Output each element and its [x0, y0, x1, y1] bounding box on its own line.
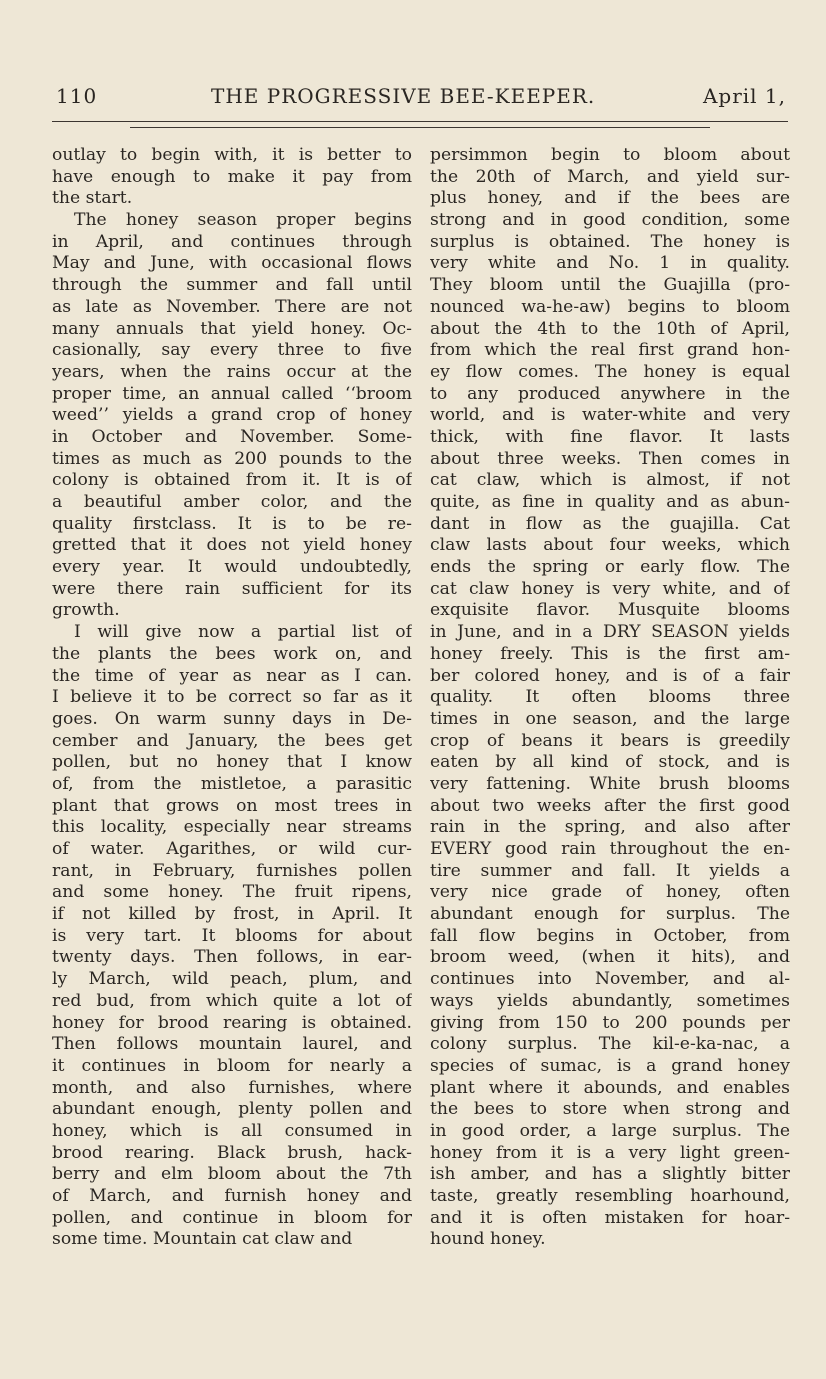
left-text-column	[52, 145, 412, 1251]
text-line: exquisite flavor. Musquite blooms	[430, 600, 790, 621]
text-line: times in one season, and the large	[430, 708, 790, 729]
text-line: is very tart. It blooms for about	[52, 925, 412, 946]
text-line: broom weed, (when it hits), and	[430, 947, 790, 968]
text-line: years, when the rains occur at the	[52, 361, 412, 382]
text-line: of March, and furnish honey and	[52, 1186, 412, 1206]
header-rule-top	[52, 121, 788, 122]
text-line: of, from the mistletoe, a parasitic	[52, 773, 412, 794]
text-line: a beautiful amber color, and the	[52, 492, 412, 512]
text-line: month, and also furnishes, where	[52, 1077, 412, 1098]
text-line: continues into November, and al-	[430, 969, 790, 990]
text-line: weed’’ yields a grand crop of honey	[52, 405, 412, 426]
text-line: plant where it abounds, and enables	[430, 1077, 790, 1098]
journal-title: THE PROGRESSIVE BEE-KEEPER.	[211, 84, 596, 108]
text-line: quality firstclass. It is to be re-	[52, 513, 412, 534]
text-line: hound honey.	[430, 1229, 546, 1250]
text-line: I believe it to be correct so far as it	[52, 687, 412, 708]
text-line: tire summer and fall. It yields a	[430, 860, 790, 881]
text-line: ends the spring or early flow. The	[430, 557, 790, 578]
text-line: in good order, a large surplus. The	[430, 1120, 790, 1141]
text-line: the 20th of March, and yield sur-	[430, 166, 790, 187]
text-line: strong and in good condition, some	[430, 210, 790, 231]
text-line: cember and January, the bees get	[52, 730, 412, 751]
text-line: many annuals that yield honey. Oc-	[52, 318, 412, 339]
text-line: in June, and in a DRY SEASON yields	[430, 622, 790, 643]
text-line: honey, which is all consumed in	[52, 1120, 412, 1141]
text-line: The honey season proper begins	[74, 210, 412, 231]
text-line: rain in the spring, and also after	[430, 817, 790, 838]
text-line: in April, and continues through	[52, 231, 412, 252]
text-line: from which the real first grand hon-	[430, 340, 790, 361]
text-line: persimmon begin to bloom about	[430, 145, 790, 165]
text-line: ly March, wild peach, plum, and	[52, 969, 412, 990]
page-number: 110	[56, 84, 98, 108]
text-line: dant in flow as the guajilla. Cat	[430, 513, 790, 534]
text-line: giving from 150 to 200 pounds per	[430, 1012, 790, 1033]
text-line: ish amber, and has a slightly bitter	[430, 1164, 790, 1185]
text-line: were there rain sufficient for its	[52, 578, 412, 599]
text-line: plant that grows on most trees in	[52, 795, 412, 816]
text-line: the bees to store when strong and	[430, 1099, 790, 1120]
text-line: eaten by all kind of stock, and is	[430, 752, 790, 773]
text-line: every year. It would undoubtedly,	[52, 557, 412, 578]
text-line: the plants the bees work on, and	[52, 643, 412, 664]
text-line: twenty days. Then follows, in ear-	[52, 947, 412, 968]
text-line: about three weeks. Then comes in	[430, 448, 790, 469]
text-line: colony surplus. The kil-e-ka-nac, a	[430, 1034, 790, 1055]
text-line: nounced wa-he-aw) begins to bloom	[430, 296, 790, 317]
text-line: and it is often mistaken for hoar-	[430, 1207, 790, 1228]
text-line: world, and is water-white and very	[430, 405, 790, 426]
text-line: and some honey. The fruit ripens,	[52, 882, 412, 903]
text-line: claw lasts about four weeks, which	[430, 535, 790, 556]
text-line: EVERY good rain throughout the en-	[430, 839, 790, 859]
text-line: the time of year as near as I can.	[52, 665, 412, 686]
text-line: about the 4th to the 10th of April,	[430, 318, 790, 339]
text-line: cat claw, which is almost, if not	[430, 470, 790, 491]
text-line: plus honey, and if the bees are	[430, 188, 790, 209]
text-line: rant, in February, furnishes pollen	[52, 860, 412, 881]
text-line: this locality, especially near streams	[52, 817, 412, 838]
text-line: very nice grade of honey, often	[430, 882, 790, 903]
text-line: honey for brood rearing is obtained.	[52, 1012, 412, 1033]
text-line: proper time, an annual called ‘‘broom	[52, 383, 412, 404]
text-line: very white and No. 1 in quality.	[430, 253, 790, 274]
text-line: May and June, with occasional flows	[52, 253, 412, 274]
text-line: They bloom until the Guajilla (pro-	[430, 275, 790, 296]
text-line: growth.	[52, 600, 120, 621]
text-line: berry and elm bloom about the 7th	[52, 1164, 412, 1185]
text-line: have enough to make it pay from	[52, 166, 412, 187]
text-line: casionally, say every three to five	[52, 340, 412, 361]
issue-date: April 1,	[702, 84, 786, 108]
text-line: taste, greatly resembling hoarhound,	[430, 1186, 790, 1206]
text-line: pollen, but no honey that I know	[52, 752, 412, 773]
text-line: some time. Mountain cat claw and	[52, 1229, 353, 1250]
text-line: cat claw honey is very white, and of	[430, 578, 790, 599]
text-line: colony is obtained from it. It is of	[52, 470, 412, 491]
text-line: through the summer and fall until	[52, 275, 412, 296]
text-line: quality. It often blooms three	[430, 687, 790, 708]
text-line: times as much as 200 pounds to the	[52, 448, 412, 469]
text-line: Then follows mountain laurel, and	[52, 1034, 412, 1055]
text-line: to any produced anywhere in the	[430, 383, 790, 404]
text-line: abundant enough for surplus. The	[430, 904, 790, 925]
text-line: honey freely. This is the first am-	[430, 643, 790, 664]
text-line: pollen, and continue in bloom for	[52, 1207, 412, 1228]
text-line: the start.	[52, 188, 133, 209]
text-line: honey from it is a very light green-	[430, 1142, 790, 1163]
text-line: outlay to begin with, it is better to	[52, 145, 412, 165]
text-line: ey flow comes. The honey is equal	[430, 361, 790, 382]
text-line: crop of beans it bears is greedily	[430, 730, 790, 751]
text-line: gretted that it does not yield honey	[52, 535, 412, 556]
text-line: very fattening. White brush blooms	[430, 773, 790, 794]
text-line: ways yields abundantly, sometimes	[430, 990, 790, 1011]
page-header	[56, 84, 786, 114]
text-line: fall flow begins in October, from	[430, 925, 790, 946]
text-line: as late as November. There are not	[52, 296, 412, 317]
text-line: surplus is obtained. The honey is	[430, 231, 790, 252]
text-line: in October and November. Some-	[52, 426, 412, 447]
text-line: it continues in bloom for nearly a	[52, 1055, 412, 1076]
text-line: goes. On warm sunny days in De-	[52, 708, 412, 729]
text-line: red bud, from which quite a lot of	[52, 990, 412, 1011]
text-line: ber colored honey, and is of a fair	[430, 665, 790, 686]
text-line: thick, with fine flavor. It lasts	[430, 426, 790, 447]
text-line: about two weeks after the first good	[430, 795, 790, 816]
text-line: abundant enough, plenty pollen and	[52, 1099, 412, 1120]
text-line: of water. Agarithes, or wild cur-	[52, 839, 412, 859]
text-line: if not killed by frost, in April. It	[52, 904, 412, 925]
right-text-column	[430, 145, 790, 1251]
header-rule-bottom	[130, 127, 710, 128]
text-line: I will give now a partial list of	[74, 622, 412, 643]
text-line: species of sumac, is a grand honey	[430, 1055, 790, 1076]
text-line: quite, as fine in quality and as abun-	[430, 492, 790, 512]
text-line: brood rearing. Black brush, hack-	[52, 1142, 412, 1163]
